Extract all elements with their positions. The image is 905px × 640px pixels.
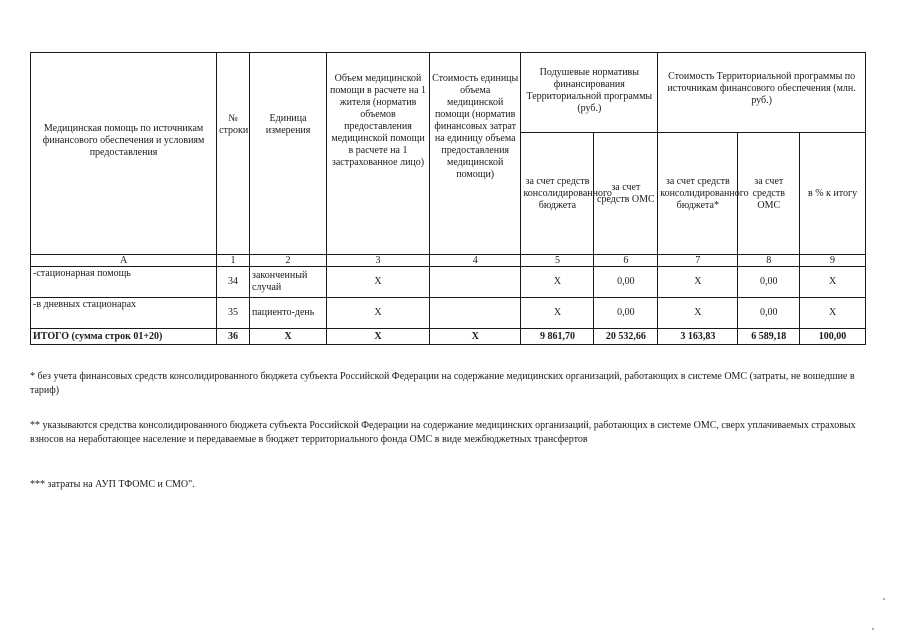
footnote-2: ** указываются средства консолидированного бюджета субъекта Российской Федерации на содержание медицинских организаций, работающих в системе ОМС, сверх уплачиваемых страховых взносов на неработающее население и передаваемые в бюджет территориального фонда ОМС в виде межбюджетных трансфертов (30, 420, 856, 445)
header-medical-care: Медицинская помощь по источникам финансового обеспечения и условиям предоставления (31, 53, 217, 255)
index-cell: 6 (594, 255, 658, 267)
header-unit: Единица измерения (250, 53, 327, 255)
row-tp-budget: X (658, 267, 738, 298)
row-unit: пациенто-день (250, 298, 327, 329)
footnote-1: * без учета финансовых средств консолидированного бюджета субъекта Российской Федерации на содержание медицинских организаций, работающих в системе ОМС (затраты, не вошедшие в тариф) (30, 371, 855, 396)
header-row-no: № строки (217, 53, 250, 255)
footnote-3: *** затраты на АУП ТФОМС и СМО". (30, 479, 195, 490)
index-cell: 3 (327, 255, 430, 267)
total-name: ИТОГО (сумма строк 01+20) (31, 329, 217, 345)
index-cell: 9 (800, 255, 866, 267)
header-pc-oms: за счет средств ОМС (594, 133, 658, 255)
header-row-1 (31, 53, 866, 133)
total-tp-budget: 3 163,83 (658, 329, 738, 345)
total-cost: X (429, 329, 521, 345)
table-row (31, 298, 866, 329)
financing-table (30, 52, 866, 345)
header-tp-oms: за счет средств ОМС (738, 133, 800, 255)
index-cell: 8 (738, 255, 800, 267)
row-volume: X (327, 298, 430, 329)
index-cell: 1 (217, 255, 250, 267)
scan-speck (872, 628, 874, 630)
table-row (31, 267, 866, 298)
row-cost (429, 267, 521, 298)
index-cell: 7 (658, 255, 738, 267)
header-percent: в % к итогу (800, 133, 866, 255)
header-volume: Объем медицинской помощи в расчете на 1 жителя (норматив объемов предоставления медицинской помощи в расчете на 1 застрахованное лицо) (327, 53, 430, 255)
row-no: 35 (217, 298, 250, 329)
total-tp-oms: 6 589,18 (738, 329, 800, 345)
row-percent: X (800, 298, 866, 329)
header-cost-group: Стоимость Территориальной программы по источникам финансового обеспечения (млн. руб.) (658, 53, 866, 133)
row-name: -стационарная помощь (31, 267, 217, 298)
header-cost: Стоимость единицы объема медицинской помощи (норматив финансовых затрат на единицу объема предоставления медицинской помощи) (429, 53, 521, 255)
row-tp-oms: 0,00 (738, 298, 800, 329)
row-no: 34 (217, 267, 250, 298)
row-volume: X (327, 267, 430, 298)
total-pc-budget: 9 861,70 (521, 329, 594, 345)
row-percent: X (800, 267, 866, 298)
row-pc-oms: 0,00 (594, 267, 658, 298)
row-tp-oms: 0,00 (738, 267, 800, 298)
index-cell: А (31, 255, 217, 267)
scan-speck (883, 598, 885, 600)
row-pc-budget: X (521, 267, 594, 298)
index-cell: 2 (250, 255, 327, 267)
row-pc-oms: 0,00 (594, 298, 658, 329)
index-row (31, 255, 866, 267)
total-percent: 100,00 (800, 329, 866, 345)
header-pc-budget: за счет средств консолидированного бюджета (521, 133, 594, 255)
row-unit: законченный случай (250, 267, 327, 298)
index-cell: 5 (521, 255, 594, 267)
header-tp-budget: за счет средств консолидированного бюджета* (658, 133, 738, 255)
total-pc-oms: 20 532,66 (594, 329, 658, 345)
index-cell: 4 (429, 255, 521, 267)
total-volume: X (327, 329, 430, 345)
header-per-capita-group: Подушевые нормативы финансирования Территориальной программы (руб.) (521, 53, 658, 133)
row-pc-budget: X (521, 298, 594, 329)
row-tp-budget: X (658, 298, 738, 329)
total-row (31, 329, 866, 345)
total-no: 36 (217, 329, 250, 345)
row-cost (429, 298, 521, 329)
total-unit: X (250, 329, 327, 345)
row-name: -в дневных стационарах (31, 298, 217, 329)
